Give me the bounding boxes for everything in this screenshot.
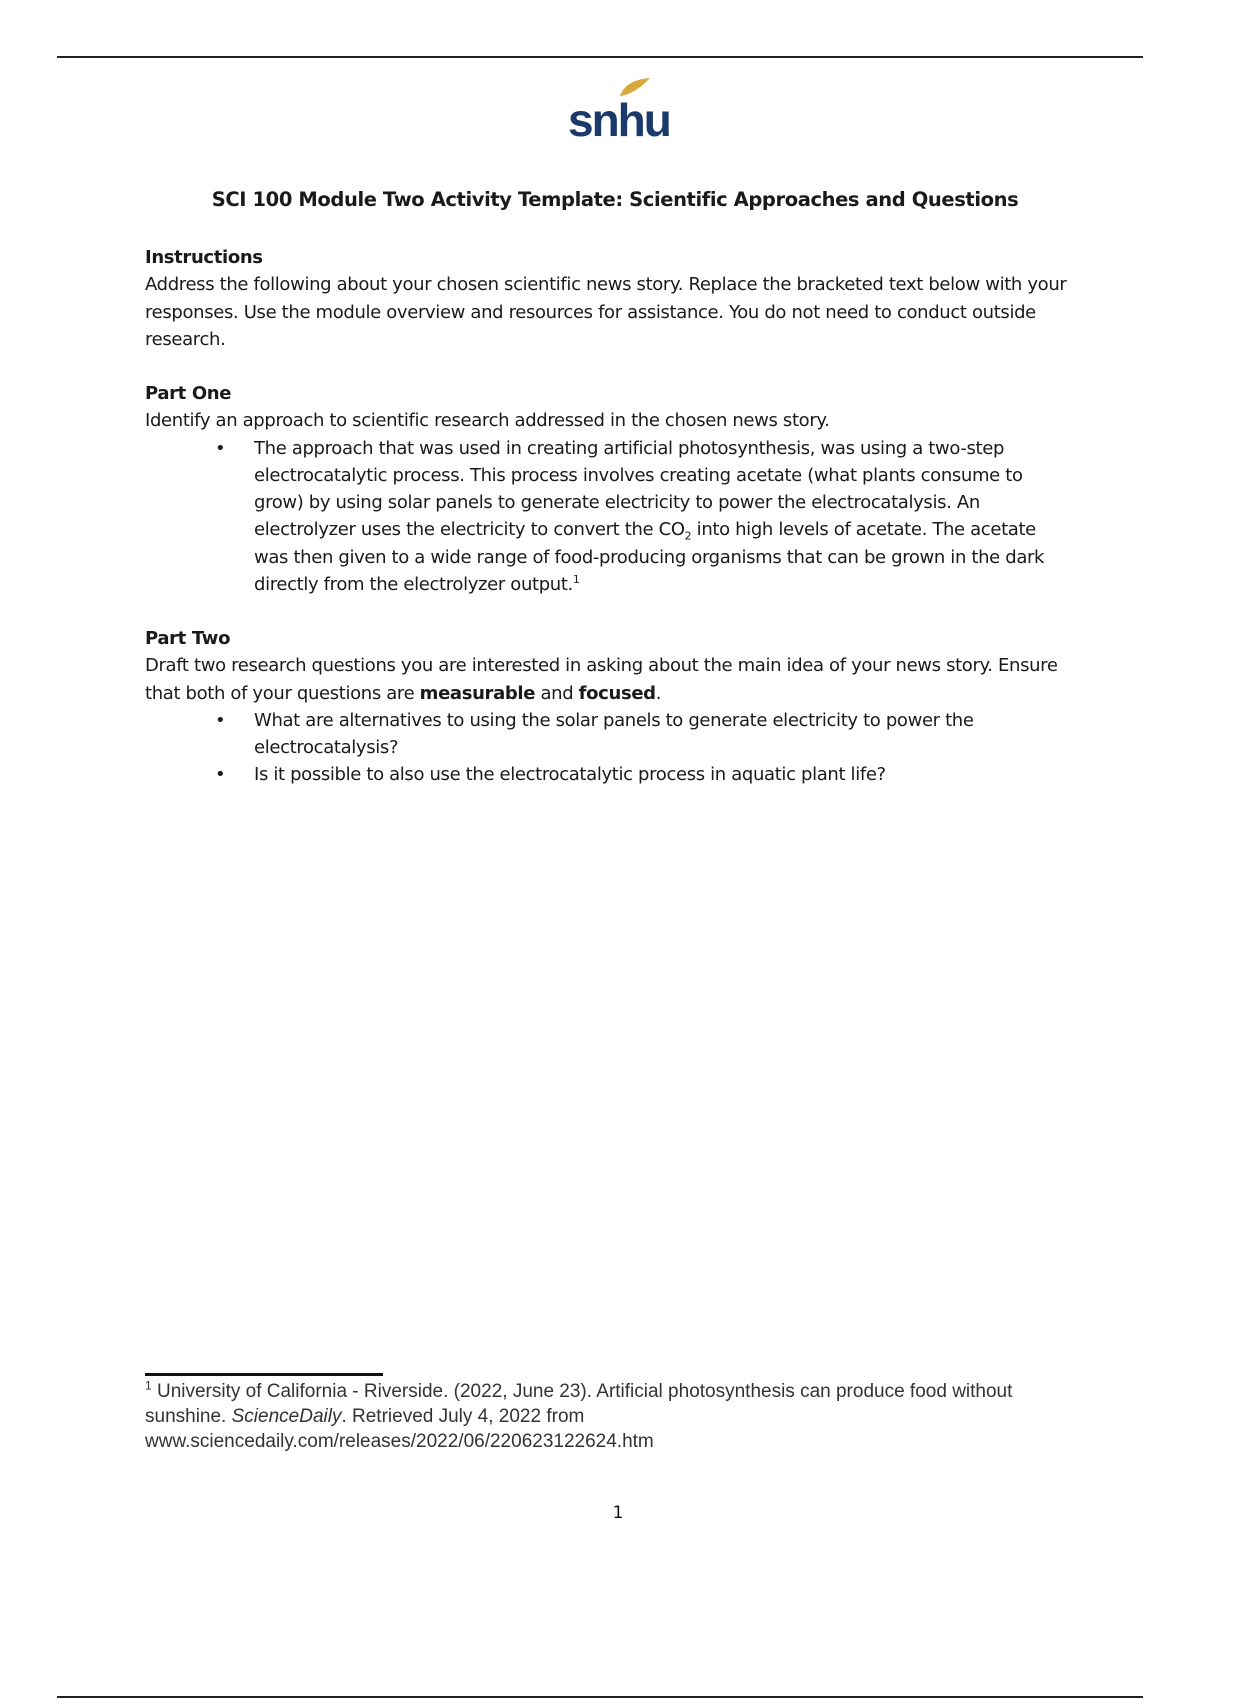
- instructions-section: [145, 244, 1075, 353]
- bullet-icon: •: [215, 709, 226, 731]
- footnote: [145, 1379, 1075, 1454]
- footnote-separator: [145, 1373, 383, 1376]
- prompt-and: and: [535, 682, 579, 704]
- logo-wordmark: snhu: [568, 94, 670, 146]
- co2-subscript: 2: [684, 530, 692, 544]
- snhu-logo: [568, 76, 670, 146]
- list-item: [215, 435, 1075, 599]
- emphasis-measurable: measurable: [419, 682, 536, 704]
- list-item: [215, 707, 1075, 762]
- footer-rule: [57, 1696, 1143, 1698]
- page-number: 1: [612, 1503, 624, 1523]
- bullet-icon: •: [215, 764, 226, 786]
- prompt-text: Draft two research questions you are interested in asking about the main idea of your news story. Ensure that both of your questions are: [145, 655, 1058, 704]
- question-text: Is it possible to also use the electrocatalytic process in aquatic plant life?: [254, 764, 886, 786]
- part-two-section: [145, 625, 1075, 789]
- footnote-source: ScienceDaily: [231, 1406, 342, 1427]
- question-text: What are alternatives to using the solar panels to generate electricity to power the electrocatalysis?: [254, 709, 974, 759]
- footnote-text-continued: . Retrieved July 4, 2022 from www.sciencedaily.com/releases/2022/06/220623122624.htm: [145, 1406, 654, 1452]
- research-questions-list: [145, 707, 1075, 789]
- bullet-icon: •: [215, 437, 226, 459]
- part-one-answer-list: [145, 435, 1075, 599]
- answer-text: The approach that was used in creating artificial photosynthesis, was using a two-step electrocatalytic process. This process involves creating acetate (what plants consume to grow) by using solar panels to generate electricity to power the electrocatalysis. An electrolyzer uses the electricity to convert the CO: [254, 437, 1023, 541]
- part-one-prompt: Identify an approach to scientific research addressed in the chosen news story.: [145, 410, 830, 432]
- instructions-body: Address the following about your chosen scientific news story. Replace the bracketed text below with your responses. Use the module overview and resources for assistance. You do not need to conduct outside research.: [145, 274, 1067, 350]
- list-item: [215, 761, 1075, 788]
- part-two-prompt: [145, 652, 1075, 707]
- footnote-reference[interactable]: 1: [572, 573, 580, 587]
- prompt-end: .: [655, 682, 662, 704]
- footnote-text: University of California - Riverside. (2022, June 23). Artificial photosynthesis can produce food without sunshine.: [145, 1381, 1013, 1427]
- part-one-heading: Part One: [145, 383, 232, 404]
- part-two-heading: Part Two: [145, 628, 231, 649]
- footnote-marker: 1: [145, 1378, 152, 1393]
- page-title: SCI 100 Module Two Activity Template: Scientific Approaches and Questions: [211, 188, 1019, 211]
- emphasis-focused: focused: [578, 682, 656, 704]
- header-rule: [57, 56, 1143, 58]
- part-one-section: [145, 380, 1075, 598]
- answer-text-continued: into high levels of acetate. The acetate was then given to a wide range of food-producing organisms that can be grown in the dark directly from the electrolyzer output.: [254, 519, 1045, 596]
- instructions-heading: Instructions: [145, 247, 263, 268]
